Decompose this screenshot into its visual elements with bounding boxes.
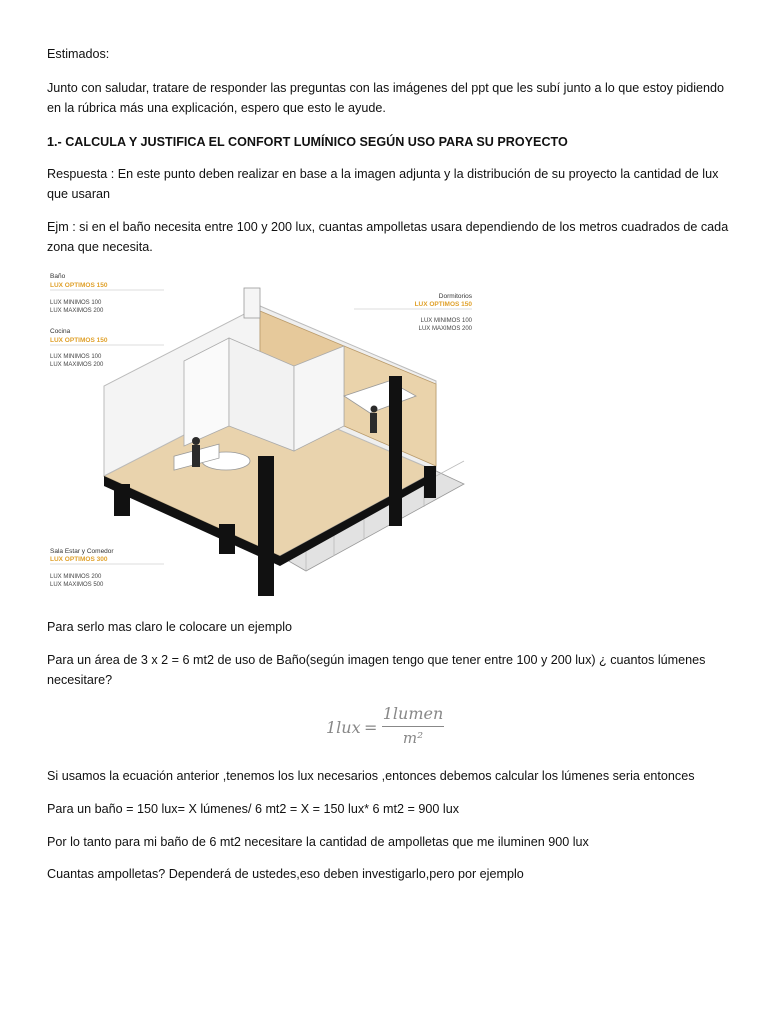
equation-intro: Si usamos la ecuación anterior ,tenemos los lux necesarios ,entonces debemos calcular los lúmenes seria entonces bbox=[47, 769, 695, 783]
calculation-line: Para un baño = 150 lux= X lúmenes/ 6 mt2 = X = 150 lux* 6 mt2 = 900 lux bbox=[47, 802, 460, 816]
sala-maximos: LUX MAXIMOS 500 bbox=[50, 582, 104, 588]
sala-optimos: LUX OPTIMOS 300 bbox=[50, 556, 108, 563]
sala-minimos: LUX MINIMOS 200 bbox=[50, 574, 102, 580]
cocina-optimos: LUX OPTIMOS 150 bbox=[50, 337, 108, 344]
dormitorios-minimos: LUX MINIMOS 100 bbox=[420, 318, 472, 324]
clarify-paragraph: Para serlo mas claro le colocare un ejemplo bbox=[47, 620, 292, 634]
dormitorios-title: Dormitorios bbox=[438, 293, 472, 300]
cocina-maximos: LUX MAXIMOS 200 bbox=[50, 362, 104, 368]
area-question: Para un área de 3 x 2 = 6 mt2 de uso de Baño(según imagen tengo que tener entre 100 y 200 lux) ¿ cuantos lúmenes necesitare? bbox=[47, 653, 706, 687]
formula-lhs: 1lux bbox=[326, 718, 361, 737]
sala-title: Sala Estar y Comedor bbox=[50, 548, 114, 555]
dormitorios-maximos: LUX MAXIMOS 200 bbox=[418, 326, 472, 332]
example-paragraph: Ejm : si en el baño necesita entre 100 y 200 lux, cuantas ampolletas usara dependiendo de los metros cuadrados de cada zona que necesita. bbox=[47, 220, 729, 254]
formula-denominator: m² bbox=[402, 729, 424, 747]
cocina-title: Cocina bbox=[50, 328, 71, 335]
conclusion-line: Por lo tanto para mi baño de 6 mt2 necesitare la cantidad de ampolletas que me iluminen 900 lux bbox=[47, 835, 589, 849]
dormitorios-optimos: LUX OPTIMOS 150 bbox=[414, 301, 472, 308]
cocina-minimos: LUX MINIMOS 100 bbox=[50, 354, 102, 360]
question-heading: 1.- CALCULA Y JUSTIFICA EL CONFORT LUMÍNICO SEGÚN USO PARA SU PROYECTO bbox=[47, 135, 568, 149]
intro-paragraph: Junto con saludar, tratare de responder las preguntas con las imágenes del ppt que les subí junto a lo que estoy pidiendo en la rúbrica más una explicación, espero que esto le ayude. bbox=[47, 81, 725, 115]
bano-maximos: LUX MAXIMOS 200 bbox=[50, 308, 104, 314]
answer-paragraph: Respuesta : En este punto deben realizar en base a la imagen adjunta y la distribución de su proyecto la cantidad de lux que usaran bbox=[47, 167, 719, 201]
formula-fraction-bar bbox=[382, 726, 444, 727]
formula-equals: = bbox=[364, 718, 378, 737]
isometric-house-illustration bbox=[44, 266, 476, 606]
bano-minimos: LUX MINIMOS 100 bbox=[50, 300, 102, 306]
lux-formula bbox=[322, 700, 452, 752]
bano-optimos: LUX OPTIMOS 150 bbox=[50, 282, 108, 289]
closing-line: Cuantas ampolletas? Dependerá de ustedes,eso deben investigarlo,pero por ejemplo bbox=[47, 867, 524, 881]
greeting: Estimados: bbox=[47, 47, 110, 61]
formula-numerator: 1lumen bbox=[382, 704, 444, 723]
bano-title: Baño bbox=[50, 273, 66, 280]
